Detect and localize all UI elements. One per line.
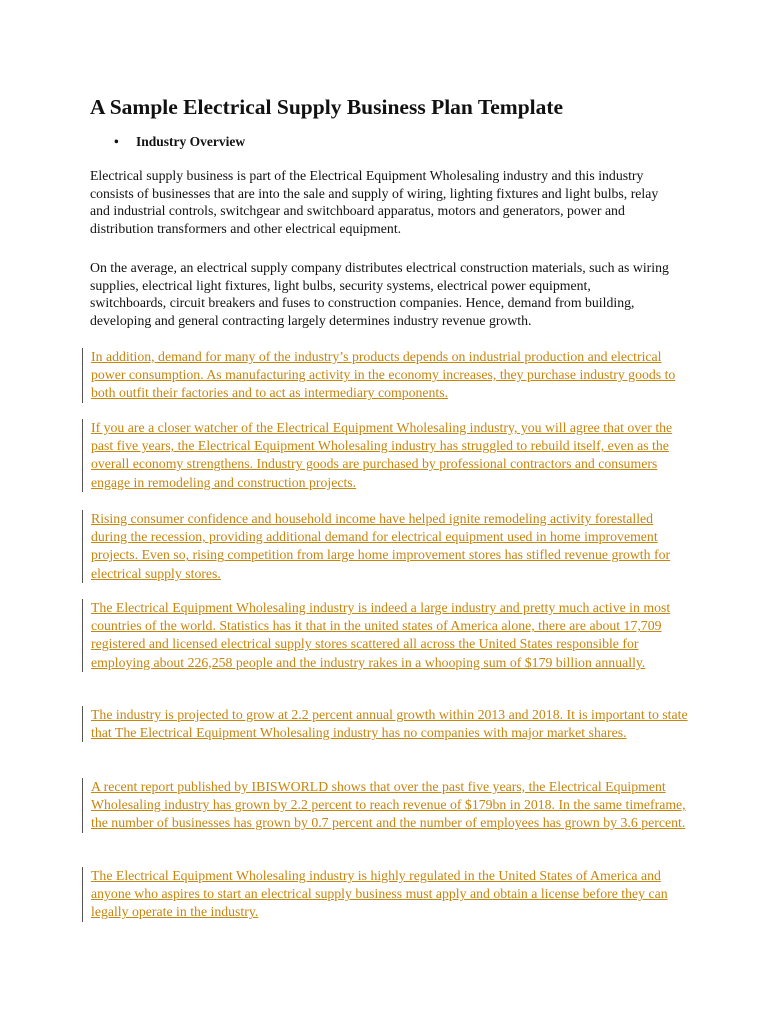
tracked-paragraph: If you are a closer watcher of the Electrical Equipment Wholesaling industry, you will agree that over the past five years, the Electrical Equipment Wholesaling industry has struggled to rebuild itself, even as the overall economy strengthens. Industry goods are purchased by professional contractors and consumers engage in remodeling and construction projects. <box>91 420 673 490</box>
tracked-paragraph: A recent report published by IBISWORLD shows that over the past five years, the Electrical Equipment Wholesaling industry has grown by 2.2 percent to reach revenue of $179bn in 2018. In the same timeframe, the number of businesses has grown by 0.7 percent and the number of employees has grown by 3.6 percent. <box>91 779 686 831</box>
tracked-paragraph: Rising consumer confidence and household income have helped ignite remodeling activity forestalled during the recession, providing additional demand for electrical equipment used in home improvement projects. Even so, rising competition from large home improvement stores has stifled revenue growth for electrical supply stores. <box>91 511 671 581</box>
tracked-change-block <box>82 599 691 672</box>
body-paragraph: On the average, an electrical supply company distributes electrical construction materials, such as wiring supplies, electrical light fixtures, light bulbs, security systems, electrical power equipment, switchboards, circuit breakers and fuses to construction companies. Hence, demand from building, developing and general contracting largely determines industry revenue growth. <box>90 260 669 328</box>
document-title: A Sample Electrical Supply Business Plan Template <box>90 95 564 119</box>
bullet-icon: • <box>114 134 119 149</box>
body-paragraph: Electrical supply business is part of the Electrical Equipment Wholesaling industry and this industry consists of businesses that are into the sale and supply of wiring, lighting fixtures and light bulbs, relay and industrial controls, switchgear and switchboard apparatus, motors and generators, power and distribution transformers and other electrical equipment. <box>90 168 659 236</box>
tracked-change-block <box>82 348 691 403</box>
tracked-paragraph: In addition, demand for many of the industry’s products depends on industrial production and electrical power consumption. As manufacturing activity in the economy increases, they purchase industry goods to both outfit their factories and to act as intermediary components. <box>91 349 676 401</box>
bullet-item <box>114 133 245 151</box>
tracked-paragraph: The Electrical Equipment Wholesaling industry is highly regulated in the United States of America and anyone who aspires to start an electrical supply business must apply and obtain a license before they can legally operate in the industry. <box>91 868 668 920</box>
tracked-change-block <box>82 419 691 492</box>
tracked-change-block <box>82 778 691 833</box>
tracked-change-block <box>82 867 691 922</box>
tracked-change-block <box>82 510 691 583</box>
tracked-paragraph: The Electrical Equipment Wholesaling industry is indeed a large industry and pretty much active in most countries of the world. Statistics has it that in the united states of America alone, there are about 17,709 registered and licensed electrical supply stores scattered all across the United States responsible for employing about 226,258 people and the industry rakes in a whooping sum of $179 billion annually. <box>91 600 671 670</box>
tracked-change-block <box>82 706 691 742</box>
bullet-label: Industry Overview <box>136 134 246 149</box>
tracked-paragraph: The industry is projected to grow at 2.2 percent annual growth within 2013 and 2018. It is important to state that The Electrical Equipment Wholesaling industry has no companies with major market shares. <box>91 707 688 741</box>
